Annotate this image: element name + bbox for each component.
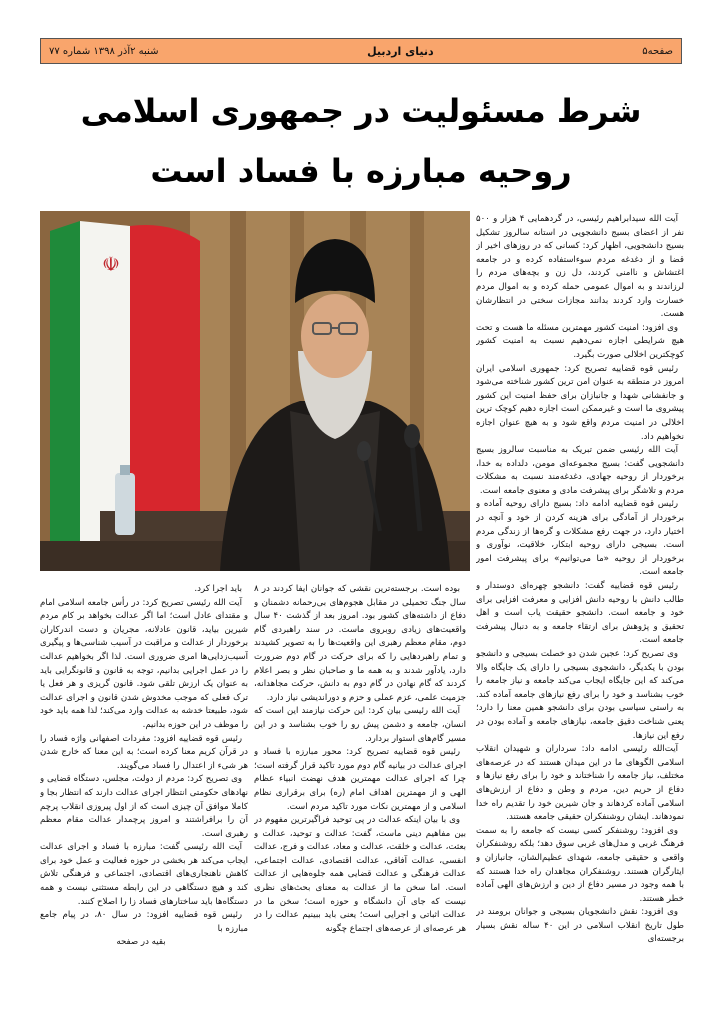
paragraph: بوده است. برجسته‌ترین نقشی که جوانان ایفا کردند در ۸ سال جنگ تحمیلی در مقابل هجوم‌های بی‌رحمانه دشمنان و دفاع از داشته‌های کشور بود. امروز بعد از گذشت ۴۰ سال واقعیت‌های زیادی روبروی ماست. در سند راهبردی گام دوم، مقام معظم رهبری این واقعیت‌ها را به تصویر کشیدند و تمام راهبردهایی را که برای حرکت در گام دوم ضرورت دارد، یادآور شدند و به همه ما و صاحبان نظر و بصر اعلام کردند که گام نهادن در گام دوم به دانش، حرکت مجاهدانه، جزمیت علمی، عزم عملی و حزم و دوراندیشی نیاز دارد. bbox=[254, 584, 466, 703]
article-column-middle bbox=[254, 583, 466, 1003]
page-header bbox=[40, 38, 682, 64]
paragraph: آیت الله رئیسی ضمن تبریک به مناسبت سالروز بسیج دانشجویی گفت: بسیج مجموعه‌ای مومن، دلداده به خدا، برخوردار از روحیه جهادی، دغدغه‌مند نسبت به مشکلات مردم و تلاشگر برای پیشرفت مادی و معنوی جامعه است. bbox=[476, 445, 684, 496]
paragraph: وی تصریح کرد: مردم از دولت، مجلس، دستگاه قضایی و نهادهای حکومتی انتظار اجرای عدالت دارند که انتظار بجا و کاملا موافق آن چیزی است که از اول پیروزی انقلاب پرچم آن را برافراشتند و امروز پرچمدار عدالت مقام معظم رهبری است. bbox=[40, 774, 248, 839]
paragraph: آیت الله رئیسی گفت: مبارزه با فساد و اجرای عدالت ایجاب می‌کند هر بخشی در حوزه فعالیت و عمل خود برای کاهش ناهنجاری‌های اقتصادی، اجتماعی و فرهنگی تلاش کند و هیچ دستگاهی در این رابطه مستثنی نیست و همه دستگاه‌ها باید ساختارهای فساد زا را اصلاح کنند. bbox=[40, 842, 248, 907]
headline-line-1: شرط مسئولیت در جمهوری اسلامی bbox=[80, 92, 642, 130]
portrait-photo-icon bbox=[40, 211, 470, 571]
paragraph: باید اجرا کرد. bbox=[194, 584, 242, 594]
continued-note: بقیه در صفحه bbox=[116, 937, 166, 948]
paragraph: رئیس قوه قضاییه ادامه داد: بسیج دارای روحیه آماده و برخوردار از آمادگی برای هزینه کردن از خود و آنچه در اختیار دارد، در جهت رفع مشکلات و گره‌ها از زندگی مردم است. بسیجی دارای روحیه ابتکار، خلاقیت، نوآوری و برخوردار از روحیه «ما می‌توانیم» برای پیشرفت امور جامعه است. bbox=[476, 499, 684, 578]
newspaper-name: دنیای اردبیل bbox=[367, 44, 434, 58]
paragraph: رئیس قوه قضاییه تصریح کرد: جمهوری اسلامی ایران امروز در منطقه به عنوان امن ترین کشور شناخته می‌شود و جانفشانی شهدا و جانبازان برای حفظ امنیت این کشور پیشروی ما است و غیرممکن است اجازه دهیم کوچک ترین اخلالی در امنیت مردم واقع شود و به هیچ عنوان اجازه نخواهیم داد. bbox=[476, 363, 684, 442]
paragraph: رئیس قوه قضاییه افزود: در سال ۸۰، در پیام جامع مبارزه با bbox=[40, 910, 248, 934]
headline-line-2: روحیه مبارزه با فساد است bbox=[150, 152, 572, 190]
paragraph: آیت الله رئیسی بیان کرد: این حرکت نیازمند این است که انسان، جامعه و دشمن پیش رو را خوب بشناسد و در این مسیر گام‌های استوار بردارد. bbox=[254, 706, 466, 744]
page-number: صفحه۵ bbox=[642, 45, 673, 57]
article-column-right bbox=[476, 213, 684, 1013]
paragraph: وی تصریح کرد: عجین شدن دو خصلت بسیجی و دانشجو بودن با یکدیگر، دانشجوی بسیجی را دارای یک جایگاه والا می‌کند که این جایگاه ایجاب می‌کند جامعه و نیاز جامعه را خوب بشناسد و خود را برای رفع نیازهای جامعه آماده کند. به راستی سیاسی بودن برای دانشجو همین معنا را دارد؛ یعنی شناخت دقیق جامعه، نیازهای جامعه و آماده بودن در رفع این نیازها. bbox=[476, 649, 684, 741]
article-photo bbox=[40, 211, 470, 571]
paragraph: آیت‌الله رئیسی ادامه داد: سرداران و شهیدان انقلاب اسلامی الگوهای ما در این میدان هستند که در عرصه‌های مختلف، نیاز جامعه را شناختاند و خود را برای رفع نیازها و دفاع از حریم دین، مردم و وطن و دفاع از ارزش‌های اسلامی آماده کردهاند و جان شیرین خود را تقدیم راه خدا نمودهاند. ایشان روشنفکران حقیقی جامعه هستند. bbox=[476, 744, 684, 823]
svg-text:☫: ☫ bbox=[102, 252, 120, 276]
article-column-left bbox=[40, 583, 248, 1003]
date-issue: شنبه ۲آذر ۱۳۹۸ شماره ۷۷ bbox=[49, 45, 159, 57]
paragraph: آیت الله رئیسی تصریح کرد: در رأس جامعه اسلامی امام و مقتدای عادل است؛ اما اگر عدالت بخواهد بر کام مردم شیرین بیاید، قانون عادلانه، مجریان و دست اندرکاران برخوردار از عدالت و مراقبت در آسیب شناسی‌ها و پیگیری آسیب‌زدایی‌ها امری ضروری است. لذا اگر بخواهیم عدالت را در عمل اجرایی بدانیم، توجه به قانون و قانونگرایی باید به عنوان یک ارزش تلقی شود. قانون گریزی و هر فعل یا ترک فعلی که موجب مخدوش شدن قانون و اجرای عدالت شود، طبیعتا خدشه به عدالت وارد می‌کند؛ لذا همه باید خود را موظف در این حوزه بدانیم. bbox=[40, 597, 248, 730]
paragraph: وی افزود: روشنفکر کسی نیست که جامعه را به سمت فرهنگ غربی و مدل‌های غربی سوق دهد؛ بلکه روشنفکران واقعی و حقیقی جامعه، شهدای عظیم‌الشان، جانبازان و ایثارگران هستند. روشنفکران مجاهدان راه خدا هستند که با همه وجود در مسیر دفاع از دین و ارزش‌های الهی آماده خطر هستند. bbox=[476, 825, 684, 904]
paragraph: رئیس قوه قضاییه افزود: مفردات اصفهانی واژه فساد را در قرآن کریم معنا کرده است؛ به این معنا که خارج شدن هر شیء از اعتدال را فساد می‌گویند. bbox=[40, 733, 248, 771]
paragraph: آیت الله سیدابراهیم رئیسی، در گردهمایی ۴ هزار و ۵۰۰ نفر از اعضای بسیج دانشجویی در استانه سالروز تشکیل بسیج دانشجویی، اظهار کرد: کسانی که در روزهای اخیر از قضا و از دغدغه مردم سوءاستفاده کرده و در جامعه اغتشاش و ناامنی کردند، دل زن و بچه‌های مردم را لرزاندند و به اموال عمومی حمله کرده و به اموال مردم خسارت وارد کردند بدانند مجازات سختی در انتظارشان هست. bbox=[476, 214, 684, 320]
paragraph: رئیس قوه قضاییه تصریح کرد: محور مبارزه با فساد و اجرای عدالت در بیانیه گام دوم مورد تاکید قرار گرفته است؛ چرا که اجرای عدالت مهمترین هدف نهضت انبیاء عظام الهی و از مهمترین اهداف امام (ره) برای برقراری نظام اسلامی و از مهمترین نکات مورد تاکید مردم است. bbox=[254, 747, 466, 812]
paragraph: رئیس قوه قضاییه گفت: دانشجو چهره‌ای دوستدار و طالب دانش با روحیه دانش افزایی و معرفت افزایی برای خود و جامعه است. دانشجو حقیقت یاب است و اهل تحقیق و پژوهش برای ارتقاء جامعه و به دنبال پیشرفت جامعه است. bbox=[476, 581, 684, 646]
paragraph: وی با بیان اینکه عدالت در پی توحید فراگیرترین مفهوم در بین مفاهیم دینی ماست، گفت: عدالت و توحید، عدالت و بعثت، عدالت و خلقت، عدالت و معاد، عدالت و فرج، عدالت انفسی، عدالت آفاقی، عدالت اقتصادی، عدالت اجتماعی، عدالت فرهنگی و عدالت قضایی همه جلوه‌هایی از عدالت است. اما سخن ما از عدالت به معنای بحث‌های نظری نیست که جای آن دانشگاه و حوزه است؛ سخن ما در عدالت اثباتی و اجرایی است؛ یعنی باید ببینیم عدالت را در هر عرصه‌ای از عرصه‌های اجتماع چگونه bbox=[254, 815, 466, 934]
paragraph: وی افزود: نقش دانشجویان بسیجی و جوانان برومند در طول تاریخ انقلاب اسلامی در این ۴۰ ساله نقش بسیار برجسته‌ای bbox=[476, 907, 684, 945]
paragraph: وی افزود: امنیت کشور مهمترین مسئله ما هست و تحت هیچ شرایطی اجازه نمی‌دهیم نسبت به امنیت کشور کوچکترین اخلالی صورت بگیرد. bbox=[476, 322, 684, 360]
